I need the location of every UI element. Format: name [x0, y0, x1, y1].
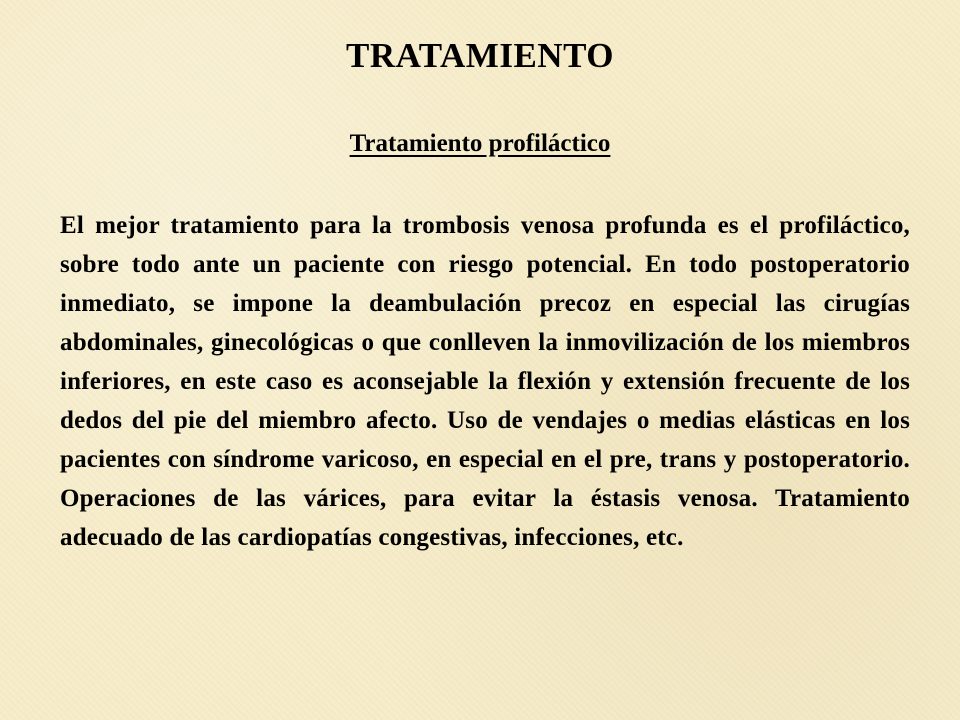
slide-subtitle: Tratamiento profiláctico	[349, 130, 611, 157]
body-paragraph: El mejor tratamiento para la trombosis venosa profunda es el profiláctico, sobre todo ante un paciente con riesgo potencial. En todo postoperatorio inmediato, se impone la deambulación precoz en especial las cirugías abdominales, ginecológicas o que conlleven la inmovilización de los miembros inferiores, en este caso es aconsejable la flexión y extensión frecuente de los dedos del pie del miembro afecto. Uso de vendajes o medias elásticas en los pacientes con síndrome varicoso, en especial en el pre, trans y postoperatorio. Operaciones de las várices, para evitar la éstasis venosa. Tratamiento adecuado de las cardiopatías congestivas, infecciones, etc.	[60, 212, 910, 551]
slide-title: TRATAMIENTO	[345, 36, 615, 75]
